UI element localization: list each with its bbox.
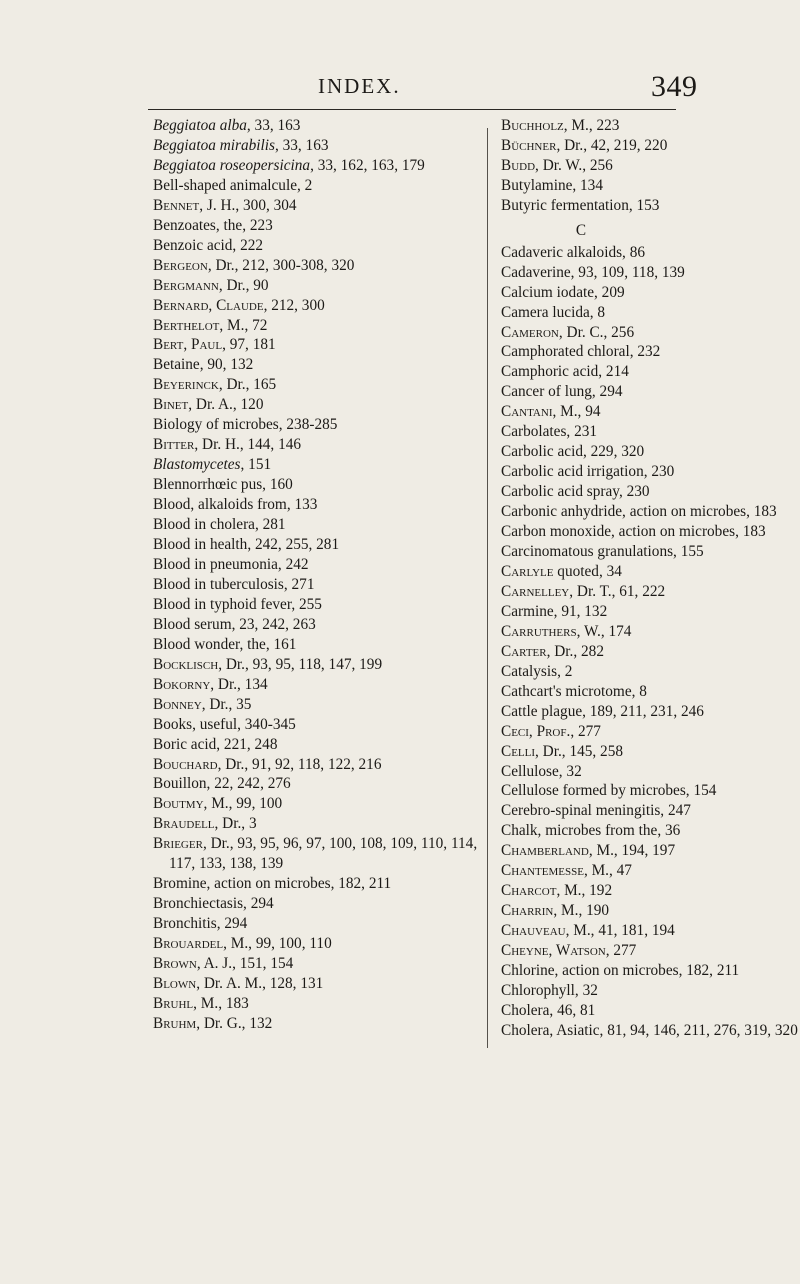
index-column-right xyxy=(501,116,800,1041)
index-entry: Cellulose, 32 xyxy=(501,762,582,780)
index-entry: Bokorny, Dr., 134 xyxy=(153,675,268,693)
index-entry: Beyerinck, Dr., 165 xyxy=(153,376,277,394)
index-entry: Cholera, 46, 81 xyxy=(501,1001,596,1019)
index-entry: Beggiatoa mirabilis, 33, 163 xyxy=(153,136,329,154)
index-entry: Bitter, Dr. H., 144, 146 xyxy=(153,436,302,454)
index-entry: Carmine, 91, 132 xyxy=(501,602,608,620)
index-entry: Cholera, Asiatic, 81, 94, 146, 211, 276, 319, 320 xyxy=(501,1021,798,1039)
index-entry: Bennet, J. H., 300, 304 xyxy=(153,196,297,214)
index-entry: Brieger, Dr., 93, 95, 96, 97, 100, 108, 109, 110, 114, 117, 133, 138, 139 xyxy=(153,835,478,873)
index-entry: Cadaverine, 93, 109, 118, 139 xyxy=(501,263,685,281)
index-entry: Books, useful, 340-345 xyxy=(153,715,296,733)
index-entry: Cerebro-spinal meningitis, 247 xyxy=(501,802,691,820)
index-entry: Bernard, Claude, 212, 300 xyxy=(153,296,325,314)
running-head: INDEX. xyxy=(318,74,401,98)
index-entry: Bouillon, 22, 242, 276 xyxy=(153,775,291,793)
index-entry: Blood in cholera, 281 xyxy=(153,516,286,534)
index-entry: Blown, Dr. A. M., 128, 131 xyxy=(153,974,324,992)
index-entry: Charrin, M., 190 xyxy=(501,902,610,920)
index-entry: Bronchitis, 294 xyxy=(153,915,248,933)
index-entry: Büchner, Dr., 42, 219, 220 xyxy=(501,136,668,154)
index-entry: Blood wonder, the, 161 xyxy=(153,635,297,653)
index-entry: Blennorrhœic pus, 160 xyxy=(153,476,293,494)
index-entry: Blood serum, 23, 242, 263 xyxy=(153,615,316,633)
index-entry: Buchholz, M., 223 xyxy=(501,117,620,134)
index-entry: Cathcart's microtome, 8 xyxy=(501,682,647,700)
index-entry: Blood in health, 242, 255, 281 xyxy=(153,536,340,554)
index-entry: Chalk, microbes from the, 36 xyxy=(501,822,681,840)
index-entry: Carbon monoxide, action on microbes, 183 xyxy=(501,523,766,541)
index-entry: Chlorine, action on microbes, 182, 211 xyxy=(501,962,740,980)
index-entry: Butylamine, 134 xyxy=(501,176,603,194)
index-entry: Carnelley, Dr. T., 61, 222 xyxy=(501,582,666,600)
index-entry: Cancer of lung, 294 xyxy=(501,383,623,401)
index-entry: Cameron, Dr. C., 256 xyxy=(501,323,635,341)
index-entry: Boric acid, 221, 248 xyxy=(153,735,278,753)
index-entry: Chantemesse, M., 47 xyxy=(501,862,632,880)
header-rule xyxy=(148,109,676,110)
index-entry: Benzoates, the, 223 xyxy=(153,216,273,234)
index-entry: Bocklisch, Dr., 93, 95, 118, 147, 199 xyxy=(153,655,383,673)
index-entry: Bergmann, Dr., 90 xyxy=(153,276,269,294)
index-entry: Celli, Dr., 145, 258 xyxy=(501,742,623,760)
index-entry: Camphorated chloral, 232 xyxy=(501,343,661,361)
index-entry: Betaine, 90, 132 xyxy=(153,356,254,374)
index-entry: Bruhl, M., 183 xyxy=(153,994,249,1012)
index-entry: Braudell, Dr., 3 xyxy=(153,815,257,833)
index-entry: Chauveau, M., 41, 181, 194 xyxy=(501,922,675,940)
index-entry: Blood in tuberculosis, 271 xyxy=(153,575,315,593)
index-entry: Carbolates, 231 xyxy=(501,423,598,441)
index-entry: Beggiatoa alba, 33, 163 xyxy=(153,117,301,134)
index-entry: Camphoric acid, 214 xyxy=(501,363,629,381)
index-entry: Bronchiectasis, 294 xyxy=(153,895,274,913)
index-entry: Carbonic anhydride, action on microbes, 183 xyxy=(501,503,777,521)
index-entry: Carlyle quoted, 34 xyxy=(501,562,622,580)
index-entry: Budd, Dr. W., 256 xyxy=(501,156,613,174)
index-entry: Bergeon, Dr., 212, 300-308, 320 xyxy=(153,256,355,274)
index-entry: Carcinomatous granulations, 155 xyxy=(501,543,704,561)
index-entry: Berthelot, M., 72 xyxy=(153,316,268,334)
index-entry: Bert, Paul, 97, 181 xyxy=(153,336,276,354)
index-entry: Bonney, Dr., 35 xyxy=(153,695,252,713)
index-entry: Beggiatoa roseopersicina, 33, 162, 163, 179 xyxy=(153,156,425,174)
page-header xyxy=(0,70,800,110)
index-entry: Calcium iodate, 209 xyxy=(501,283,625,301)
index-entry: Blood in typhoid fever, 255 xyxy=(153,595,322,613)
index-entry: Cellulose formed by microbes, 154 xyxy=(501,782,717,800)
index-entry: Binet, Dr. A., 120 xyxy=(153,396,264,414)
index-entry: Biology of microbes, 238-285 xyxy=(153,416,338,434)
index-entry: Bell-shaped animalcule, 2 xyxy=(153,176,313,194)
index-entry: Butyric fermentation, 153 xyxy=(501,196,660,214)
index-column-left xyxy=(153,116,487,1034)
index-entry: Bruhm, Dr. G., 132 xyxy=(153,1014,273,1032)
index-entry: Ceci, Prof., 277 xyxy=(501,722,601,740)
index-entry: Benzoic acid, 222 xyxy=(153,236,264,254)
index-entry: Cadaveric alkaloids, 86 xyxy=(501,243,645,261)
index-entry: Carruthers, W., 174 xyxy=(501,622,632,640)
index-entry: Bromine, action on microbes, 182, 211 xyxy=(153,875,392,893)
index-entry: Camera lucida, 8 xyxy=(501,303,606,321)
index-entry: Cantani, M., 94 xyxy=(501,403,601,421)
index-entry: Carbolic acid irrigation, 230 xyxy=(501,463,675,481)
index-entry: Brouardel, M., 99, 100, 110 xyxy=(153,935,332,953)
index-entry: Bouchard, Dr., 91, 92, 118, 122, 216 xyxy=(153,755,382,773)
index-entry: Carbolic acid spray, 230 xyxy=(501,483,650,501)
index-entry: Blood in pneumonia, 242 xyxy=(153,555,309,573)
index-entry: Carter, Dr., 282 xyxy=(501,642,604,660)
index-entry: Blastomycetes, 151 xyxy=(153,456,272,474)
index-entry: Boutmy, M., 99, 100 xyxy=(153,795,283,813)
index-entry: Chamberland, M., 194, 197 xyxy=(501,842,676,860)
index-entry: Catalysis, 2 xyxy=(501,662,573,680)
index-entry: Cattle plague, 189, 211, 231, 246 xyxy=(501,702,704,720)
index-entry: Charcot, M., 192 xyxy=(501,882,613,900)
page-number: 349 xyxy=(651,70,698,103)
index-entry: Brown, A. J., 151, 154 xyxy=(153,955,294,973)
index-entry: Chlorophyll, 32 xyxy=(501,981,598,999)
column-divider xyxy=(487,128,488,1048)
index-entry: Cheyne, Watson, 277 xyxy=(501,942,637,960)
index-entry: Carbolic acid, 229, 320 xyxy=(501,443,645,461)
index-letter-heading: C xyxy=(575,221,587,239)
index-entry: Blood, alkaloids from, 133 xyxy=(153,496,318,514)
